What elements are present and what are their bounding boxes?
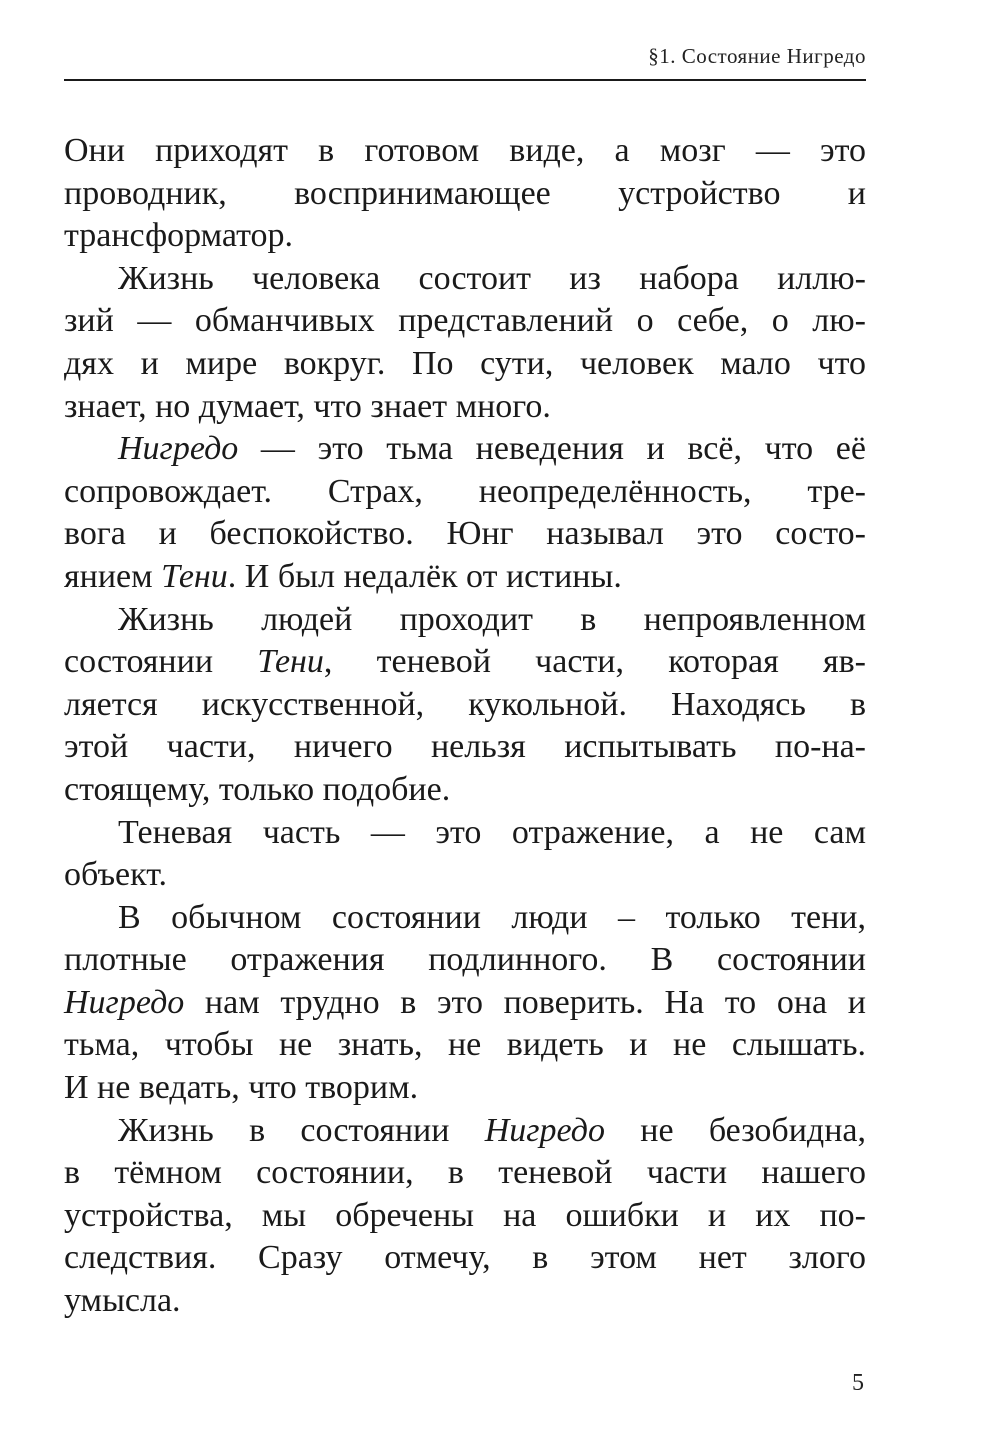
text-line: И не ведать, что творим. <box>64 1069 419 1107</box>
text-line <box>64 428 866 471</box>
text-fragment: . И был недалёк от истины. <box>227 557 622 595</box>
text-line: в тёмном состоянии, в теневой части нашего <box>64 1154 866 1192</box>
text-line: плотные отражения подлинного. В состоянии <box>64 941 866 979</box>
italic-term: Нигредо <box>64 983 185 1021</box>
italic-term: Тени <box>257 643 324 681</box>
text-line: Жизнь человека состоит из набора иллю- <box>118 259 866 297</box>
text-fragment: не безобидна, <box>604 1111 866 1149</box>
text-line <box>64 982 866 1025</box>
body-text <box>64 130 866 1323</box>
text-line: зий — обманчивых представлений о себе, о лю- <box>64 302 866 340</box>
text-line: проводник, воспринимающее устройство и <box>64 174 866 212</box>
italic-term: Тени <box>161 557 228 595</box>
text-line: сопровождает. Страх, неопределённость, тре- <box>64 472 866 510</box>
text-line: трансформатор. <box>64 217 293 255</box>
text-line: умысла. <box>64 1282 181 1320</box>
text-fragment: Жизнь в состоянии <box>118 1111 485 1149</box>
text-fragment: янием <box>64 557 162 595</box>
running-head: §1. Состояние Нигредо <box>648 44 866 68</box>
italic-term: Нигредо <box>118 430 239 468</box>
text-line: устройства, мы обречены на ошибки и их по- <box>64 1196 866 1234</box>
text-line <box>64 1110 866 1153</box>
text-line <box>64 556 866 599</box>
page-number: 5 <box>852 1370 864 1396</box>
header-rule <box>64 79 866 81</box>
text-line: Жизнь людей проходит в непроявленном <box>118 600 866 638</box>
text-line: В обычном состоянии люди – только тени, <box>118 898 866 936</box>
text-line <box>64 641 866 684</box>
text-fragment: нам трудно в это поверить. На то она и <box>184 983 866 1021</box>
text-line: следствия. Сразу отмечу, в этом нет злого <box>64 1239 866 1277</box>
text-line: Теневая часть — это отражение, а не сам <box>118 813 866 851</box>
text-line: объект. <box>64 856 167 894</box>
text-fragment: , теневой части, которая яв- <box>323 643 866 681</box>
text-line: тьма, чтобы не знать, не видеть и не слышать. <box>64 1026 866 1064</box>
italic-term: Нигредо <box>484 1111 605 1149</box>
text-line: Они приходят в готовом виде, а мозг — это <box>64 132 866 169</box>
text-line: вога и беспокойство. Юнг называл это состо- <box>64 515 866 553</box>
text-fragment: — это тьма неведения и всё, что её <box>238 430 866 468</box>
text-line: этой части, ничего нельзя испытывать по-на- <box>64 728 866 766</box>
text-line: знает, но думает, что знает много. <box>64 387 551 425</box>
text-fragment: состоянии <box>64 643 258 681</box>
text-line: стоящему, только подобие. <box>64 770 451 808</box>
text-line: дях и мире вокруг. По сути, человек мало что <box>64 344 866 382</box>
text-line: ляется искусственной, кукольной. Находясь в <box>64 685 866 723</box>
